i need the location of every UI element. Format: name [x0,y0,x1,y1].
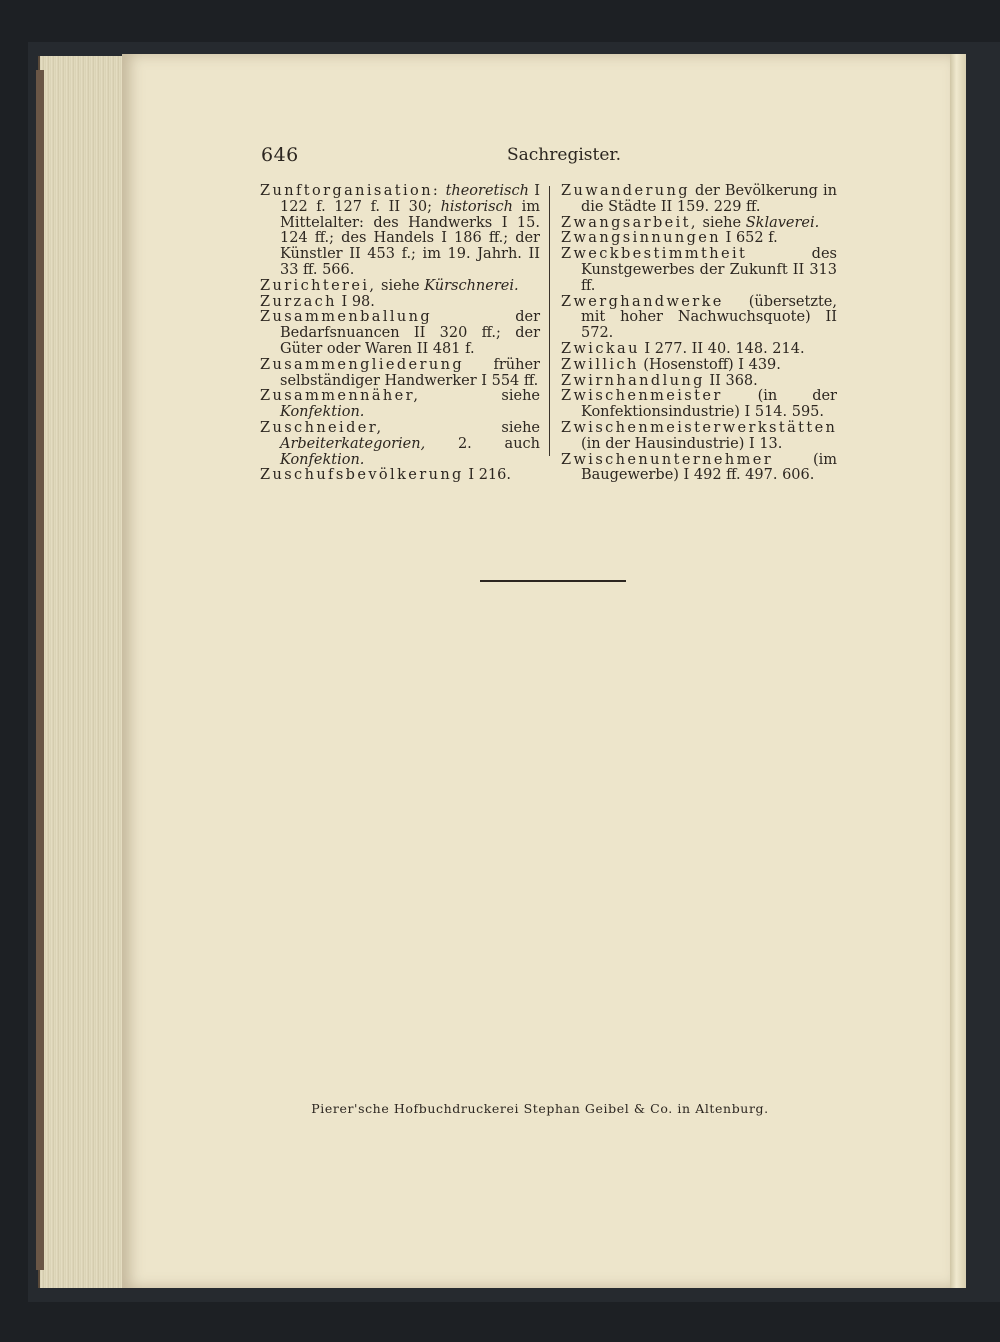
entry-reference: Konfektion. [280,451,365,468]
entry-headword: Zusammenballung [260,309,433,326]
index-entry [260,310,540,357]
entry-text: II 368. [704,372,758,389]
entry-reference: Konfektion. [280,404,365,421]
entry-headword: Zusammengliederung [260,356,465,373]
entry-text: (Hosenstoff) I 439. [638,356,781,373]
index-entry [260,295,540,311]
index-entry [561,358,837,374]
entry-headword: Zwerghandwerke [561,293,724,310]
index-entry [561,184,837,216]
end-rule [480,580,626,582]
entry-headword: Zuschufsbevölkerung [260,467,464,484]
page-number: 646 [261,144,299,166]
entry-text: (in der Konfektionsindustrie) I 514. 595. [581,388,837,421]
entry-text: der Bedarfsnuancen II 320 ff.; der Güter oder Waren II 481 f. [280,309,540,357]
entry-text: I 216. [463,467,511,484]
entry-reference: Arbeiterkategorien, [280,435,426,452]
entry-text: I 98. [336,293,375,310]
index-entry [561,247,837,294]
entry-headword: Zwickau [561,340,640,357]
entry-headword: Zuwanderung [561,183,690,199]
entry-text: (im Baugewerbe) I 492 ff. 497. 606. [581,451,837,484]
entry-headword: Zwischenunternehmer [561,451,774,468]
entry-text: I 277. II 40. 148. 214. [639,340,805,357]
entry-text: (in der Hausindustrie) I 13. [581,435,783,452]
entry-text: im Mittelalter: des Handwerks I 15. 124 ff.; des Handels I 186 ff.; der Künstler II 453 f.; im 19. Jahrh. II 33 ff. 566. [280,198,541,278]
entry-text: siehe [383,419,540,436]
index-entry [561,389,837,421]
index-entry [260,184,540,279]
printer-imprint: Pierer'sche Hofbuchdruckerei Stephan Geibel & Co. in Altenburg. [311,1101,769,1116]
running-head: Sachregister. [507,145,622,165]
index-entry [561,231,837,247]
entry-text: I 122 f. 127 f. II 30; [280,183,540,215]
entry-text: siehe [420,388,540,405]
index-entry [260,279,540,295]
entry-text: I 652 f. [721,230,778,247]
entry-reference: Kürschnerei. [424,277,519,294]
entry-text: der Bevölkerung in die Städte II 159. 229 ff. [581,183,837,215]
entry-headword: Zwangsinnungen [561,230,721,247]
entry-text: (übersetzte, mit hoher Nachwuchsquote) II 572. [581,293,837,342]
index-entry [561,295,837,342]
entry-headword: Zunftorganisation: [260,183,441,199]
entry-text: 2. auch [425,435,540,452]
entry-text: des Kunstgewerbes der Zukunft II 313 ff. [581,246,837,294]
entry-headword: Zurzach [260,293,337,310]
entry-reference: Sklaverei. [745,214,820,231]
index-entry [561,216,837,232]
entry-headword: Zwirnhandlung [561,372,705,389]
entry-headword: Zweckbestimmtheit [561,246,748,263]
entry-text: siehe [376,277,425,294]
entry-headword: Zwischenmeisterwerkstätten [561,419,838,436]
entry-text: früher selbständiger Handwerker I 554 ff. [280,356,540,389]
entry-headword: Zwischenmeister [561,388,723,405]
book-spine [36,70,44,1270]
entry-headword: Zwillich [561,356,639,373]
entry-reference: theoretisch [445,183,529,199]
column-divider [549,186,550,456]
entry-reference: historisch [440,198,514,215]
index-entry [260,389,540,421]
index-column-left [260,184,540,484]
index-entry [561,374,837,390]
index-entry [561,421,837,453]
entry-headword: Zuschneider, [260,419,384,436]
index-entry [260,358,540,390]
entry-headword: Zwangsarbeit, [561,214,698,231]
entry-text: siehe [697,214,746,231]
index-entry [561,342,837,358]
index-entry [260,468,540,484]
index-entry [561,453,837,485]
entry-headword: Zusammennäher, [260,388,421,405]
index-column-right [561,184,837,484]
entry-headword: Zurichterei, [260,277,377,294]
index-entry [260,421,540,468]
